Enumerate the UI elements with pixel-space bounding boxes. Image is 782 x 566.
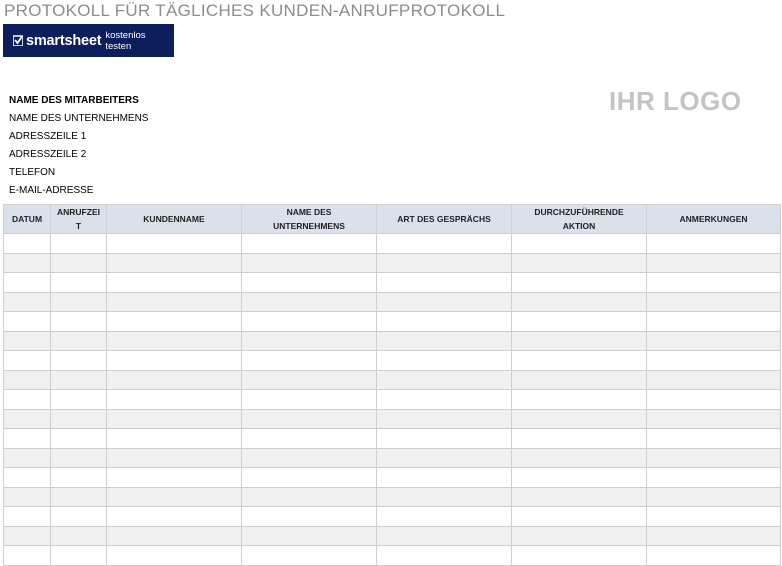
table-row [4,331,781,351]
table-cell[interactable] [647,507,781,527]
table-cell[interactable] [242,487,377,507]
table-cell[interactable] [647,351,781,371]
email-label: E-MAIL-ADRESSE [9,185,94,196]
table-cell[interactable] [4,253,51,273]
table-cell[interactable] [647,253,781,273]
column-header-company-name: NAME DES UNTERNEHMENS [242,205,377,234]
table-cell[interactable] [4,312,51,332]
table-cell[interactable] [512,448,647,468]
table-cell[interactable] [51,546,107,566]
table-cell[interactable] [51,448,107,468]
table-cell[interactable] [647,273,781,293]
table-cell[interactable] [107,331,242,351]
table-cell[interactable] [377,546,512,566]
table-cell[interactable] [647,468,781,488]
table-cell[interactable] [377,273,512,293]
table-cell[interactable] [242,429,377,449]
table-cell[interactable] [377,312,512,332]
table-row [4,234,781,254]
table-cell[interactable] [51,292,107,312]
table-cell[interactable] [107,292,242,312]
table-row [4,448,781,468]
table-cell[interactable] [377,292,512,312]
table-cell[interactable] [512,507,647,527]
table-cell[interactable] [107,253,242,273]
table-cell[interactable] [647,526,781,546]
table-cell[interactable] [4,390,51,410]
table-cell[interactable] [377,370,512,390]
smartsheet-brand-text: smartsheet [26,32,102,49]
table-cell[interactable] [242,390,377,410]
table-cell[interactable] [512,429,647,449]
table-cell[interactable] [647,390,781,410]
table-row [4,409,781,429]
table-row [4,507,781,527]
table-cell[interactable] [647,546,781,566]
table-cell[interactable] [107,409,242,429]
table-cell[interactable] [377,253,512,273]
table-row [4,429,781,449]
page-title: PROTOKOLL FÜR TÄGLICHES KUNDEN-ANRUFPROTOKOLL [4,1,506,20]
table-cell[interactable] [51,487,107,507]
table-cell[interactable] [647,331,781,351]
table-cell[interactable] [4,487,51,507]
call-log-table [3,204,781,566]
table-cell[interactable] [51,273,107,293]
column-header-call-time: ANRUFZEIT [51,205,107,234]
table-cell[interactable] [512,390,647,410]
table-cell[interactable] [107,390,242,410]
table-cell[interactable] [377,526,512,546]
table-cell[interactable] [107,234,242,254]
phone-label: TELEFON [9,167,56,178]
table-cell[interactable] [242,253,377,273]
table-cell[interactable] [512,409,647,429]
column-header-date: DATUM [4,205,51,234]
table-cell[interactable] [107,507,242,527]
table-cell[interactable] [512,546,647,566]
table-cell[interactable] [647,409,781,429]
table-cell[interactable] [242,526,377,546]
table-row [4,351,781,371]
table-cell[interactable] [512,253,647,273]
table-cell[interactable] [512,370,647,390]
table-cell[interactable] [4,331,51,351]
table-cell[interactable] [107,468,242,488]
table-cell[interactable] [4,409,51,429]
table-cell[interactable] [377,448,512,468]
table-cell[interactable] [377,234,512,254]
table-cell[interactable] [107,351,242,371]
table-cell[interactable] [512,487,647,507]
employee-name-label: NAME DES MITARBEITERS [9,95,139,106]
table-cell[interactable] [4,292,51,312]
table-cell[interactable] [647,370,781,390]
table-cell[interactable] [242,370,377,390]
table-cell[interactable] [647,292,781,312]
column-header-customer-name: KUNDENNAME [107,205,242,234]
table-row [4,312,781,332]
table-cell[interactable] [377,468,512,488]
table-cell[interactable] [242,234,377,254]
table-cell[interactable] [512,273,647,293]
table-cell[interactable] [512,351,647,371]
table-row [4,390,781,410]
table-row [4,273,781,293]
table-cell[interactable] [242,312,377,332]
table-cell[interactable] [4,273,51,293]
table-row [4,370,781,390]
table-cell[interactable] [4,546,51,566]
table-cell[interactable] [647,448,781,468]
table-cell[interactable] [242,331,377,351]
table-cell[interactable] [377,487,512,507]
table-cell[interactable] [647,312,781,332]
column-header-call-type: ART DES GESPRÄCHS [377,205,512,234]
table-cell[interactable] [242,292,377,312]
table-cell[interactable] [51,331,107,351]
table-cell[interactable] [242,273,377,293]
table-row [4,546,781,566]
table-cell[interactable] [107,487,242,507]
column-header-notes: ANMERKUNGEN [647,205,781,234]
table-cell[interactable] [51,370,107,390]
table-cell[interactable] [51,468,107,488]
table-cell[interactable] [377,409,512,429]
table-cell[interactable] [107,370,242,390]
table-cell[interactable] [107,546,242,566]
address-line-1-label: ADRESSZEILE 1 [9,131,87,142]
table-cell[interactable] [4,370,51,390]
table-cell[interactable] [377,331,512,351]
table-cell[interactable] [4,351,51,371]
table-cell[interactable] [647,234,781,254]
logo-placeholder: IHR LOGO [609,86,742,116]
table-cell[interactable] [647,429,781,449]
address-line-2-label: ADRESSZEILE 2 [9,149,87,160]
table-cell[interactable] [242,351,377,371]
table-cell[interactable] [107,448,242,468]
table-cell[interactable] [107,273,242,293]
table-cell[interactable] [107,312,242,332]
table-cell[interactable] [242,468,377,488]
table-cell[interactable] [512,526,647,546]
table-row [4,526,781,546]
table-cell[interactable] [377,390,512,410]
smartsheet-trial-banner[interactable] [3,24,174,57]
table-cell[interactable] [51,526,107,546]
table-cell[interactable] [512,292,647,312]
table-cell[interactable] [512,331,647,351]
table-row [4,292,781,312]
table-cell[interactable] [51,351,107,371]
table-cell[interactable] [51,234,107,254]
table-row [4,468,781,488]
table-cell[interactable] [512,468,647,488]
smartsheet-check-icon [13,35,23,46]
table-cell[interactable] [4,507,51,527]
table-row [4,487,781,507]
table-cell[interactable] [377,429,512,449]
column-header-action: DURCHZUFÜHRENDE AKTION [512,205,647,234]
table-cell[interactable] [107,526,242,546]
table-cell[interactable] [377,507,512,527]
table-cell[interactable] [51,409,107,429]
table-header-row [4,205,781,234]
table-cell[interactable] [107,429,242,449]
table-cell[interactable] [51,390,107,410]
table-cell[interactable] [51,429,107,449]
table-cell[interactable] [512,234,647,254]
table-cell[interactable] [51,312,107,332]
table-cell[interactable] [4,468,51,488]
table-cell[interactable] [242,448,377,468]
table-cell[interactable] [242,507,377,527]
table-cell[interactable] [4,429,51,449]
table-cell[interactable] [4,526,51,546]
employee-info-block [9,92,148,200]
table-row [4,253,781,273]
table-cell[interactable] [51,253,107,273]
company-name-label: NAME DES UNTERNEHMENS [9,113,149,124]
table-cell[interactable] [377,351,512,371]
table-cell[interactable] [512,312,647,332]
table-cell[interactable] [647,487,781,507]
table-cell[interactable] [242,409,377,429]
table-cell[interactable] [242,546,377,566]
table-cell[interactable] [51,507,107,527]
table-cell[interactable] [4,448,51,468]
table-cell[interactable] [4,234,51,254]
free-trial-text: kostenlos testen [105,29,146,52]
